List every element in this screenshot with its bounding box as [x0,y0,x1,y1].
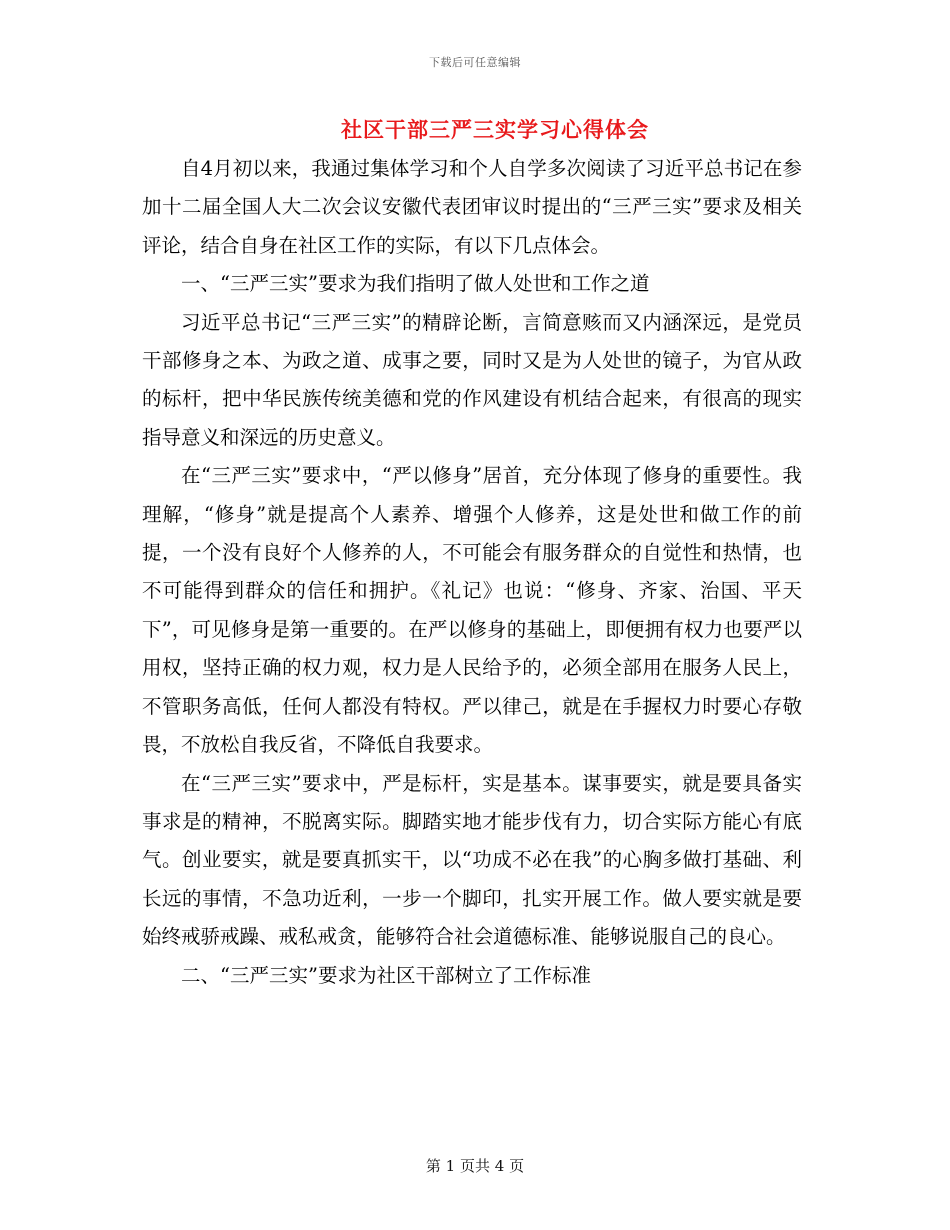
document-title: 社区干部三严三实学习心得体会 [341,117,649,142]
page-number: 第 1 页共 4 页 [425,1157,525,1175]
paragraph: 自4月初以来，我通过集体学习和个人自学多次阅读了习近平总书记在参加十二届全国人大二次会议安徽代表团审议时提出的“三严三实”要求及相关评论，结合自身在社区工作的实际，有以下几点体会。 [142,157,802,257]
section-heading: 二、“三严三实”要求为社区干部树立了工作标准 [181,963,591,987]
section-heading: 一、“三严三实”要求为我们指明了做人处世和工作之道 [181,272,650,296]
document-body [142,150,802,995]
paragraph: 习近平总书记“三严三实”的精辟论断，言简意赅而又内涵深远，是党员干部修身之本、为政之道、成事之要，同时又是为人处世的镜子，为官从政的标杆，把中华民族传统美德和党的作风建设有机结合起来，有很高的现实指导意义和深远的历史意义。 [142,310,802,449]
header-note: 下载后可任意编辑 [429,56,521,69]
paragraph: 在“三严三实”要求中，严是标杆，实是基本。谋事要实，就是要具备实事求是的精神，不脱离实际。脚踏实地才能步伐有力，切合实际方能心有底气。创业要实，就是要真抓实干，以“功成不必在我”的心胸多做打基础、利长远的事情，不急功近利，一步一个脚印，扎实开展工作。做人要实就是要始终戒骄戒躁、戒私戒贪，能够符合社会道德标准、能够说服自己的良心。 [142,771,802,949]
paragraph: 在“三严三实”要求中，“严以修身”居首，充分体现了修身的重要性。我理解，“修身”就是提高个人素养、增强个人修养，这是处世和做工作的前提，一个没有良好个人修养的人，不可能会有服务群众的自觉性和热情，也不可能得到群众的信任和拥护。《礼记》也说：“修身、齐家、治国、平天下”，可见修身是第一重要的。在严以修身的基础上，即便拥有权力也要严以用权，坚持正确的权力观，权力是人民给予的，必须全部用在服务人民上，不管职务高低，任何人都没有特权。严以律己，就是在手握权力时要心存敬畏，不放松自我反省，不降低自我要求。 [142,464,802,757]
